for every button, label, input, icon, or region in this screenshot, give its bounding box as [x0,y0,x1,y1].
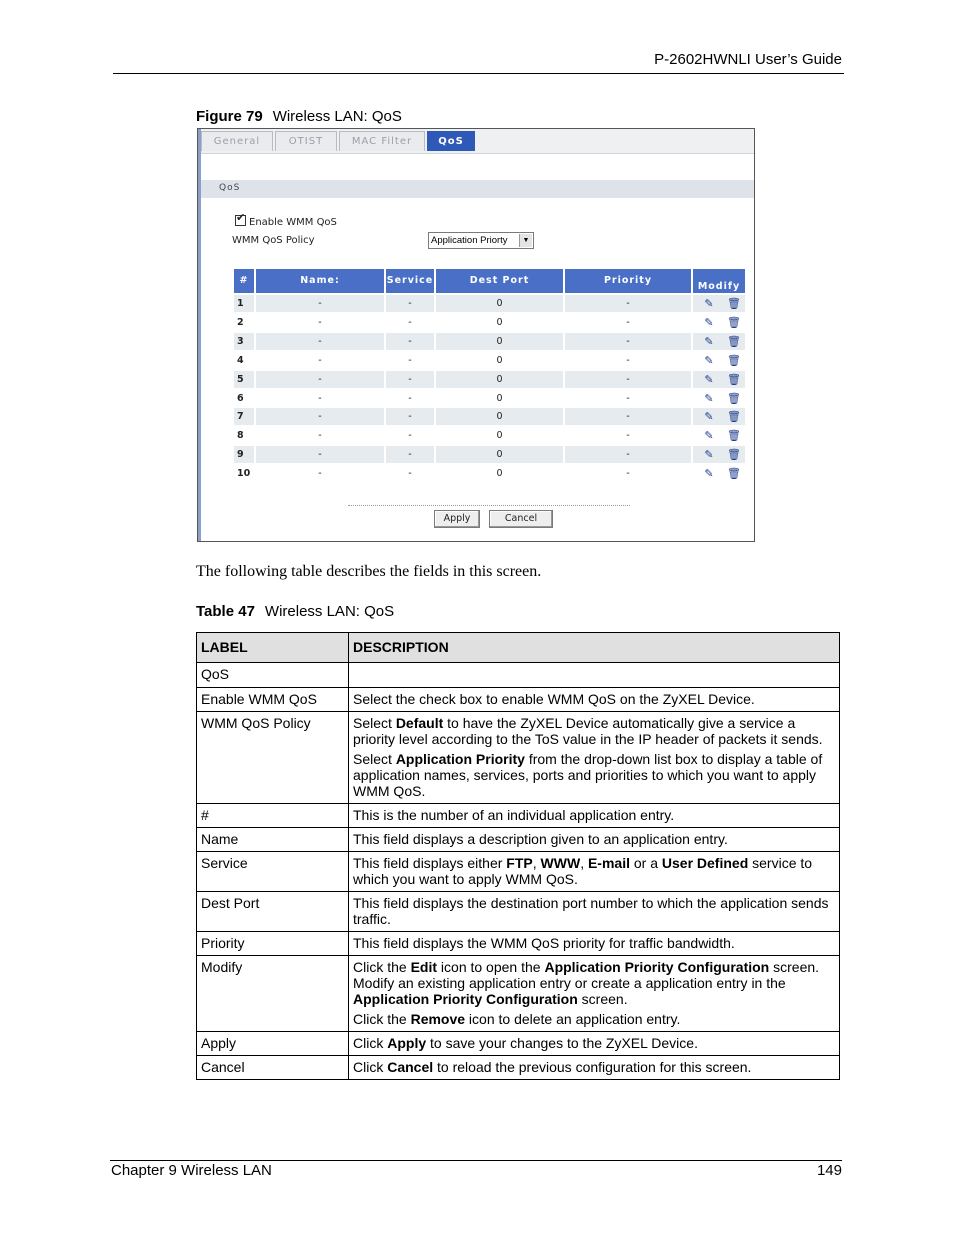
description-paragraph [353,715,835,747]
row-description [349,852,840,892]
bold-term: Application Priority [395,751,525,767]
grid-cell-port: 0 [496,392,503,404]
table-caption [196,603,394,620]
description-paragraph [353,807,835,823]
figure-caption [196,108,402,125]
text-run: icon to open the [437,959,545,975]
description-paragraph [353,831,835,847]
trash-icon[interactable]: 🗑 [727,448,741,462]
grid-cell-priority: - [626,298,630,309]
row-label: Name [197,828,349,852]
grid-cell-priority: - [626,354,630,366]
row-label: Apply [197,1032,349,1056]
grid-cell-port: 0 [496,335,503,347]
row-description [349,932,840,956]
edit-icon[interactable]: ✎ [704,334,714,348]
wmm-policy-select[interactable] [428,232,534,249]
row-label: Modify [197,956,349,1032]
text-run: This field displays either [353,855,507,871]
trash-icon[interactable]: 🗑 [727,353,741,367]
row-description [349,1032,840,1056]
row-label: Cancel [197,1056,349,1080]
text-run: , [580,855,588,871]
row-label: WMM QoS Policy [197,712,349,804]
grid-cell-name: - [318,335,322,347]
trash-icon[interactable]: 🗑 [727,297,741,310]
header-name: Name: [256,269,384,293]
tab-qos[interactable]: QoS [427,131,475,151]
grid-cell-index: 6 [237,392,244,404]
bold-term: FTP [506,855,533,871]
tab-bar [201,129,754,154]
description-paragraph [353,691,835,707]
text-run: icon to delete an application entry. [465,1011,681,1027]
grid-cell-service: - [408,373,412,385]
bold-term: User Defined [661,855,749,871]
text-run: to have the ZyXEL Device automatically give a service a priority level according to the ToS value in the IP header of packets it sends. [353,715,823,747]
grid-cell-port: 0 [496,316,503,328]
row-description [349,956,840,1032]
grid-cell-service: - [408,335,412,347]
chevron-down-icon[interactable]: ▼ [519,234,532,247]
footer-chapter: Chapter 9 Wireless LAN [111,1162,272,1179]
edit-icon[interactable]: ✎ [704,315,714,329]
grid-cell-name: - [318,373,322,385]
row-description [349,1056,840,1080]
table-row [197,1032,840,1056]
description-paragraph [353,959,835,1007]
edit-icon[interactable]: ✎ [704,467,714,481]
grid-cell-service: - [408,354,412,366]
tab-general[interactable]: General [201,131,273,151]
bold-term: Edit [410,959,438,975]
grid-cell-name: - [318,392,322,404]
table-row [197,688,840,712]
wmm-policy-label: WMM QoS Policy [232,235,315,246]
text-run: Select the check box to enable WMM QoS on the ZyXEL Device. [353,691,755,707]
row-description [349,688,840,712]
text-run: or a [629,855,662,871]
grid-cell-name: - [318,468,322,480]
table-row [197,712,840,804]
description-paragraph [353,895,835,927]
grid-cell-index: 10 [237,468,251,480]
row-description [349,663,840,688]
text-run: to save your changes to the ZyXEL Device. [426,1035,698,1051]
grid-cell-service: - [408,316,412,328]
table-row [197,663,840,688]
row-label: QoS [197,663,349,688]
trash-icon[interactable]: 🗑 [727,391,741,405]
bold-term: Apply [387,1035,427,1051]
text-run: Select [353,751,396,767]
table-number: Table 47 [196,603,255,620]
row-label: Service [197,852,349,892]
grid-cell-index: 4 [237,354,244,366]
section-title: QoS [219,183,241,193]
grid-cell-index: 5 [237,373,244,385]
grid-cell-priority: - [626,411,630,423]
grid-cell-service: - [408,411,412,423]
grid-cell-port: 0 [496,468,503,480]
cancel-button[interactable]: Cancel [489,510,553,528]
grid-cell-priority: - [626,430,630,442]
text-run: , [532,855,541,871]
row-label: Dest Port [197,892,349,932]
grid-cell-priority: - [626,335,630,347]
grid-cell-name: - [318,430,322,442]
grid-cell-index: 7 [237,411,244,423]
figure-title: Wireless LAN: QoS [272,108,402,125]
description-paragraph [353,1011,835,1027]
header-dest-port: Dest Port [436,269,563,293]
text-run: service to which you want to apply WMM QoS. [353,855,813,887]
header-label: LABEL [197,633,349,663]
edit-icon[interactable]: ✎ [704,372,714,386]
description-paragraph [353,935,835,951]
grid-cell-port: 0 [496,449,503,461]
grid-cell-index: 1 [237,298,244,309]
row-description [349,828,840,852]
grid-cell-service: - [408,449,412,461]
bold-term: E-mail [587,855,630,871]
trash-icon[interactable]: 🗑 [727,372,741,386]
edit-icon[interactable]: ✎ [704,391,714,405]
trash-icon[interactable]: 🗑 [727,467,741,481]
enable-wmm-row[interactable] [235,211,337,228]
text-run: screen. Modify an existing application entry or create a application entry in the [353,959,820,991]
apply-button[interactable]: Apply [434,510,480,528]
header-service: Service [386,269,434,293]
bold-term: Application Priority Configuration [353,991,578,1007]
text-run: This field displays the WMM QoS priority for traffic bandwidth. [353,935,735,951]
description-paragraph [353,1035,835,1051]
intro-text: The following table describes the fields in this screen. [196,563,542,580]
table-title: Wireless LAN: QoS [264,603,395,620]
edit-icon[interactable]: ✎ [704,353,714,367]
header-priority: Priority [565,269,691,293]
edit-icon[interactable]: ✎ [704,297,714,310]
section-bar [201,180,754,198]
header-title: P-2602HWNLI User’s Guide [654,51,842,68]
trash-icon[interactable]: 🗑 [727,334,741,348]
grid-cell-port: 0 [496,298,503,309]
grid-cell-priority: - [626,468,630,480]
table-row [197,956,840,1032]
grid-cell-priority: - [626,449,630,461]
text-run: screen. [577,991,628,1007]
row-label: # [197,804,349,828]
grid-cell-name: - [318,449,322,461]
header-description: DESCRIPTION [349,633,840,663]
separator [348,505,630,506]
bold-term: WWW [540,855,581,871]
tab-mac-filter[interactable]: MAC Filter [339,131,425,151]
text-run: This field displays the destination port number to which the application sends traffic. [353,895,829,927]
edit-icon[interactable]: ✎ [704,429,714,443]
grid-cell-index: 9 [237,449,244,461]
table-row [197,828,840,852]
row-description [349,804,840,828]
trash-icon[interactable]: 🗑 [727,410,741,424]
table-body [197,663,840,1080]
grid-cell-name: - [318,411,322,423]
table-row [197,852,840,892]
description-paragraph [353,751,835,799]
text-run: Click the [353,959,411,975]
page-number: 149 [816,1162,842,1179]
grid-cell-priority: - [626,392,630,404]
enable-wmm-label: Enable WMM QoS [249,217,337,228]
bold-term: Cancel [387,1059,434,1075]
bold-term: Default [395,715,444,731]
trash-icon[interactable]: 🗑 [727,315,741,329]
grid-cell-service: - [408,392,412,404]
grid-cell-name: - [318,354,322,366]
bold-term: Application Priority Configuration [544,959,770,975]
table-row [197,932,840,956]
wmm-policy-value: Application Priorty [431,235,508,246]
edit-icon[interactable]: ✎ [704,448,714,462]
text-run: This is the number of an individual application entry. [353,807,675,823]
grid-cell-service: - [408,298,412,309]
figure-number: Figure 79 [196,108,263,125]
trash-icon[interactable]: 🗑 [727,429,741,443]
grid-cell-port: 0 [496,373,503,385]
grid-cell-name: - [318,298,322,309]
grid-cell-port: 0 [496,411,503,423]
grid-cell-port: 0 [496,430,503,442]
description-paragraph [353,1059,835,1075]
header-rule [113,73,844,74]
grid-cell-service: - [408,430,412,442]
edit-icon[interactable]: ✎ [704,410,714,424]
row-label: Priority [197,932,349,956]
row-label: Enable WMM QoS [197,688,349,712]
table-row [197,804,840,828]
table-row [197,892,840,932]
grid-cell-index: 3 [237,335,244,347]
grid-cell-priority: - [626,316,630,328]
bold-term: Remove [410,1011,466,1027]
row-description [349,892,840,932]
table-row [197,1056,840,1080]
text-run: Click [353,1035,388,1051]
description-paragraph [353,855,835,887]
text-run: Click the [353,1011,411,1027]
footer-rule [110,1160,842,1161]
row-description [349,712,840,804]
text-run: from the drop-down list box to display a table of application names, services, ports and priorities to which you want to apply WMM QoS. [353,751,823,799]
grid-cell-priority: - [626,373,630,385]
grid-cell-port: 0 [496,354,503,366]
text-run: This field displays a description given to an application entry. [353,831,728,847]
grid-cell-name: - [318,316,322,328]
enable-wmm-checkbox[interactable] [235,211,246,226]
text-run: Click [353,1059,388,1075]
header-modify: Modify [693,269,745,293]
grid-cell-service: - [408,468,412,480]
header-index: # [234,269,254,293]
description-table [196,632,840,1080]
grid-cell-index: 2 [237,316,244,328]
table-header-row [197,633,840,663]
text-run: to reload the previous configuration for this screen. [433,1059,752,1075]
qos-screenshot [197,128,755,542]
grid-cell-index: 8 [237,430,244,442]
tab-otist[interactable]: OTIST [275,131,337,151]
text-run: Select [353,715,396,731]
check-icon: ✔ [236,211,246,224]
